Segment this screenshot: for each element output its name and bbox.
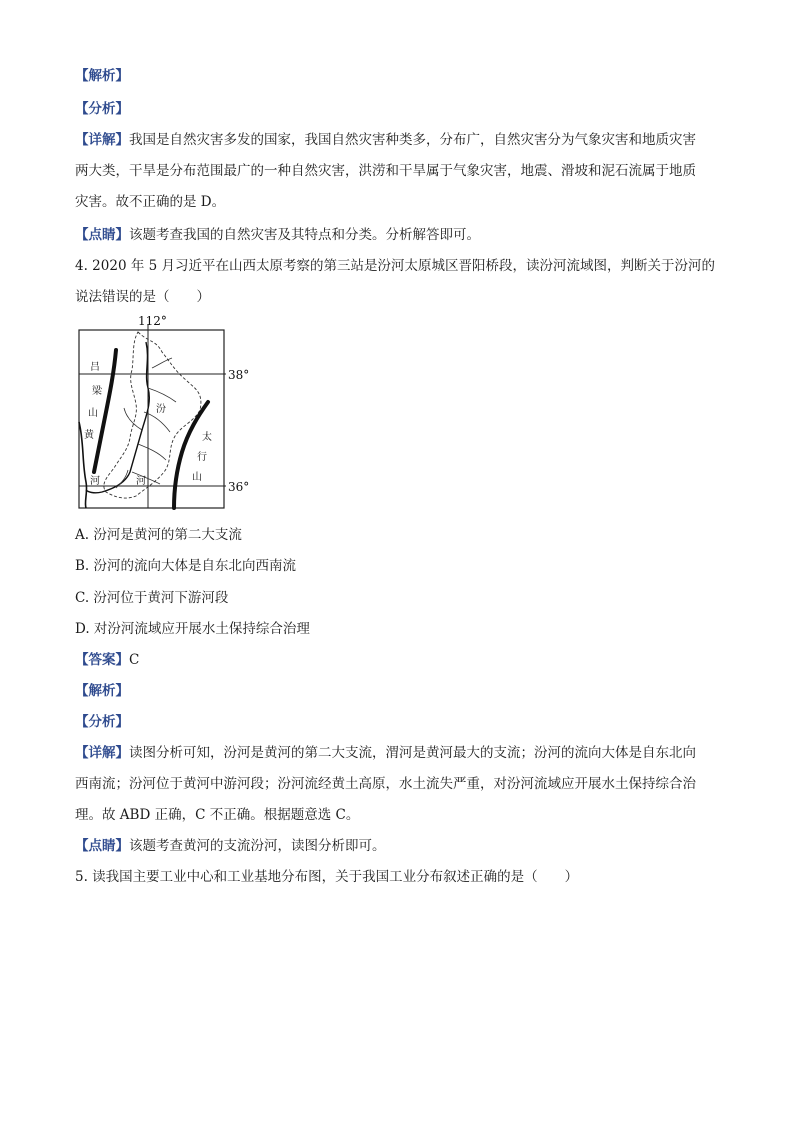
- lat-label-36: 36°: [228, 480, 250, 494]
- lat-label-38: 38°: [228, 368, 250, 382]
- tributary: [148, 388, 176, 402]
- q4-detail-line-3: 理。故 ABD 正确，C 不正确。根据题意选 C。: [75, 807, 360, 823]
- q4-detail-tag: 【详解】: [75, 745, 129, 761]
- label-he-2: 河: [136, 476, 146, 487]
- q3-tips: 【点睛】该题考查我国的自然灾害及其特点和分类。分析解答即可。: [75, 227, 480, 243]
- label-fen: 汾: [156, 404, 166, 415]
- q3-detail-line-1: 【详解】我国是自然灾害多发的国家，我国自然灾害种类多，分布广，自然灾害分为气象灾害和地质灾害: [75, 132, 696, 148]
- q4-answer-tag: 【答案】: [75, 652, 129, 668]
- q4-detail-line-2: 西南流；汾河位于黄河中游河段；汾河流经黄土高原，水土流失严重，对汾河流域应开展水土保持综合治: [75, 776, 696, 792]
- q3-analysis-heading: 【解析】: [75, 68, 129, 84]
- q3-detail-line-3: 灾害。故不正确的是 D。: [75, 194, 226, 210]
- basin-boundary: [104, 332, 201, 498]
- tributary: [138, 444, 166, 460]
- label-lv: 吕: [90, 362, 100, 373]
- q4-tips-tag: 【点睛】: [75, 838, 129, 854]
- q4-analysis-heading: 【解析】: [75, 683, 129, 699]
- q4-answer: 【答案】C: [75, 652, 140, 668]
- q5-stem: 5. 读我国主要工业中心和工业基地分布图，关于我国工业分布叙述正确的是（ ）: [75, 869, 579, 885]
- q3-tips-tag: 【点睛】: [75, 227, 129, 243]
- q4-option-d: D. 对汾河流域应开展水土保持综合治理: [75, 621, 310, 637]
- tributary: [152, 358, 172, 368]
- q4-detail-line-1: 【详解】读图分析可知，汾河是黄河的第二大支流，渭河是黄河最大的支流；汾河的流向大体是自东北向: [75, 745, 696, 761]
- label-he-1: 河: [90, 476, 100, 487]
- q4-option-c: C. 汾河位于黄河下游河段: [75, 590, 229, 606]
- lon-label: 112°: [138, 314, 167, 328]
- q3-detail-tag: 【详解】: [75, 132, 129, 148]
- q4-tips: 【点睛】该题考查黄河的支流汾河，读图分析即可。: [75, 838, 386, 854]
- q3-fenxi-heading: 【分析】: [75, 101, 129, 117]
- map-frame: [79, 330, 224, 508]
- fen-river-basin-map: [76, 312, 258, 514]
- q4-stem-line-1: 4. 2020 年 5 月习近平在山西太原考察的第三站是汾河太原城区晋阳桥段，读汾河流域图，判断关于汾河的: [75, 258, 715, 274]
- q4-option-a: A. 汾河是黄河的第二大支流: [75, 527, 242, 543]
- label-liang: 梁: [92, 386, 102, 397]
- label-hang: 行: [197, 452, 207, 463]
- label-shan-2: 山: [192, 472, 202, 483]
- label-tai: 太: [202, 432, 212, 443]
- q4-fenxi-heading: 【分析】: [75, 714, 129, 730]
- label-shan-1: 山: [88, 408, 98, 419]
- q4-stem-line-2: 说法错误的是（ ）: [75, 289, 210, 305]
- q4-option-b: B. 汾河的流向大体是自东北向西南流: [75, 558, 297, 574]
- label-huang: 黄: [84, 430, 94, 441]
- q3-detail-line-2: 两大类，干旱是分布范围最广的一种自然灾害，洪涝和干旱属于气象灾害，地震、滑坡和泥石流属于地质: [75, 163, 696, 179]
